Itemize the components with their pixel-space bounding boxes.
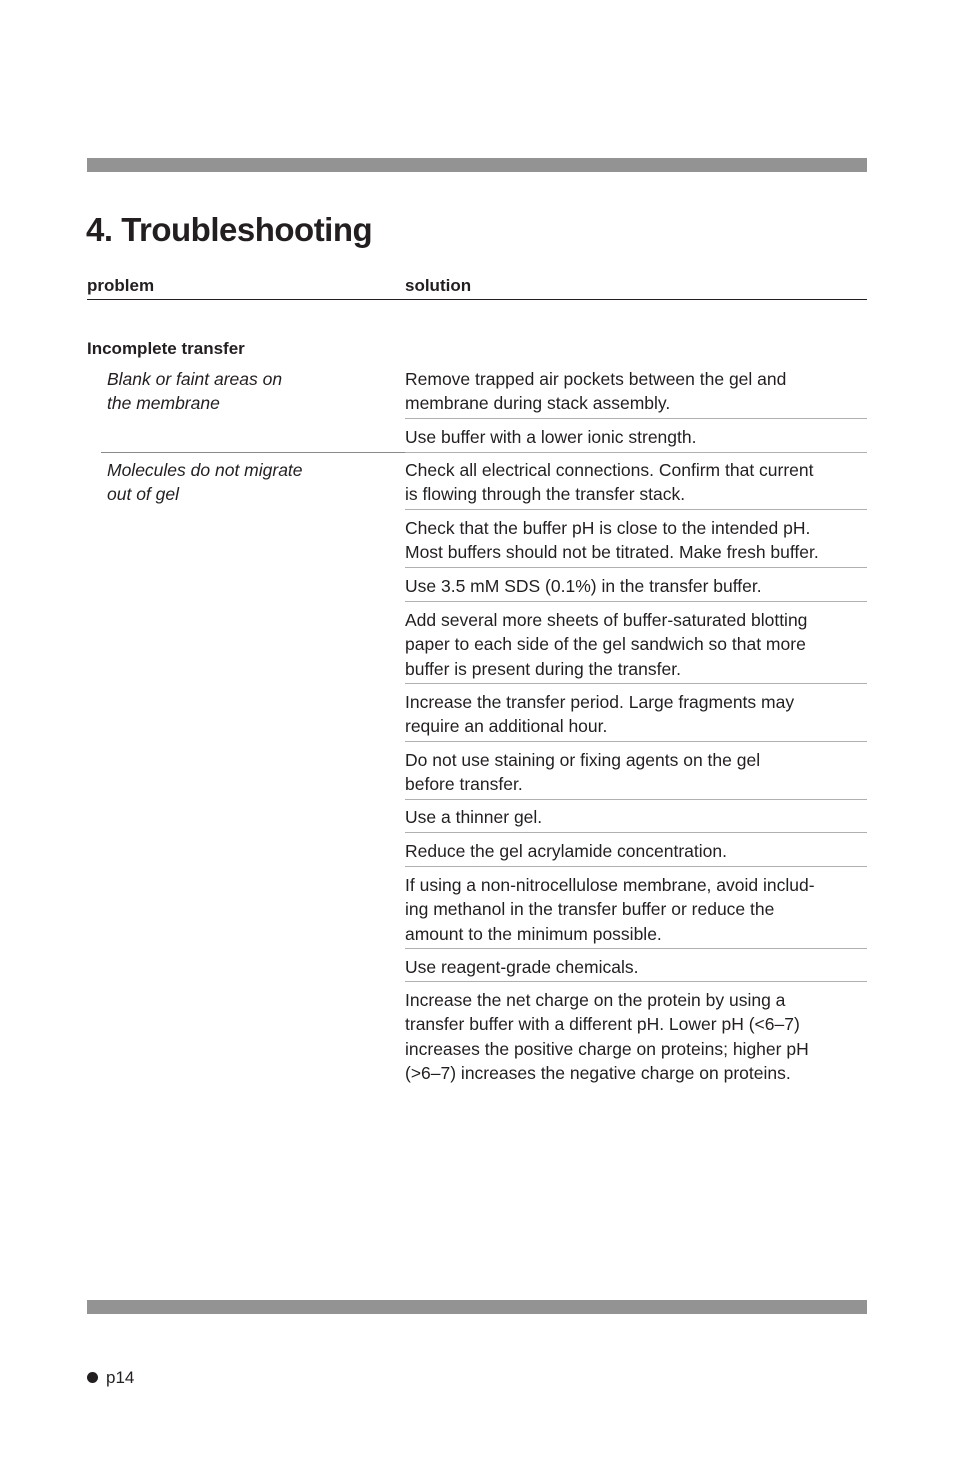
solution-item: [405, 574, 867, 598]
solution-item: [405, 690, 867, 739]
problem-line: Blank or faint areas on: [107, 369, 283, 389]
page-number: p14: [106, 1368, 135, 1387]
solution-line: Add several more sheets of buffer-saturated blotting: [405, 610, 808, 630]
solution-divider: [405, 741, 867, 742]
solution-item: [405, 516, 867, 565]
column-header-solution: solution: [405, 276, 472, 295]
solution-line: buffer is present during the transfer.: [405, 658, 681, 679]
solution-divider: [405, 948, 867, 949]
solution-divider: [405, 832, 867, 833]
solution-line: Do not use staining or fixing agents on the gel: [405, 750, 761, 770]
problem-line: Molecules do not migrate: [107, 460, 303, 480]
solution-line: is flowing through the transfer stack.: [405, 484, 686, 505]
footer-bar: [87, 1300, 867, 1314]
solution-line: Use reagent-grade chemicals.: [405, 957, 639, 977]
solution-line: Use 3.5 mM SDS (0.1%) in the transfer buffer.: [405, 576, 762, 596]
solution-line: Most buffers should not be titrated. Make fresh buffer.: [405, 542, 819, 563]
solution-line: Check that the buffer pH is close to the intended pH.: [405, 518, 811, 538]
problem-label: [107, 367, 367, 416]
solution-item: [405, 988, 867, 1085]
section-title: Incomplete transfer: [87, 339, 245, 358]
solution-line: (>6–7) increases the negative charge on proteins.: [405, 1062, 791, 1083]
solution-line: ing methanol in the transfer buffer or reduce the: [405, 899, 775, 920]
column-header-problem: problem: [87, 276, 155, 295]
solution-line: Check all electrical connections. Confirm that current: [405, 460, 814, 480]
problem-divider: [101, 452, 405, 453]
solution-line: paper to each side of the gel sandwich so that more: [405, 634, 806, 655]
solution-item: [405, 425, 867, 449]
solution-line: Increase the transfer period. Large fragments may: [405, 692, 795, 712]
solution-divider: [405, 418, 867, 419]
header-bar: [87, 158, 867, 172]
solution-line: membrane during stack assembly.: [405, 393, 671, 414]
solution-line: If using a non-nitrocellulose membrane, avoid includ-: [405, 875, 815, 895]
solution-item: [405, 873, 867, 946]
solution-divider: [405, 567, 867, 568]
solution-line: Increase the net charge on the protein by using a: [405, 990, 786, 1010]
page-title: 4. Troubleshooting: [86, 211, 373, 248]
solution-item: [405, 748, 867, 797]
solution-line: amount to the minimum possible.: [405, 923, 662, 944]
solution-item: [405, 805, 867, 829]
problem-line: the membrane: [107, 393, 220, 414]
solution-divider: [405, 866, 867, 867]
solution-divider: [405, 981, 867, 982]
solution-divider: [405, 452, 867, 453]
solution-divider: [405, 509, 867, 510]
solution-line: Reduce the gel acrylamide concentration.: [405, 841, 727, 861]
problem-line: out of gel: [107, 484, 179, 505]
solution-line: Remove trapped air pockets between the gel and: [405, 369, 787, 389]
solution-line: increases the positive charge on proteins; higher pH: [405, 1038, 809, 1059]
solution-item: [405, 839, 867, 863]
solution-divider: [405, 799, 867, 800]
solution-line: Use buffer with a lower ionic strength.: [405, 427, 697, 447]
solution-line: before transfer.: [405, 774, 523, 795]
bullet-icon: [87, 1372, 98, 1383]
solution-item: [405, 608, 867, 681]
solution-line: transfer buffer with a different pH. Lower pH (<6–7): [405, 1014, 800, 1035]
solution-line: require an additional hour.: [405, 716, 608, 737]
solution-divider: [405, 683, 867, 684]
page-footer: [87, 1367, 134, 1389]
solution-item: [405, 367, 867, 416]
problem-label: [107, 458, 367, 507]
solution-item: [405, 955, 867, 979]
solution-item: [405, 458, 867, 507]
solution-divider: [405, 601, 867, 602]
header-divider: [87, 299, 867, 300]
solution-line: Use a thinner gel.: [405, 807, 543, 827]
